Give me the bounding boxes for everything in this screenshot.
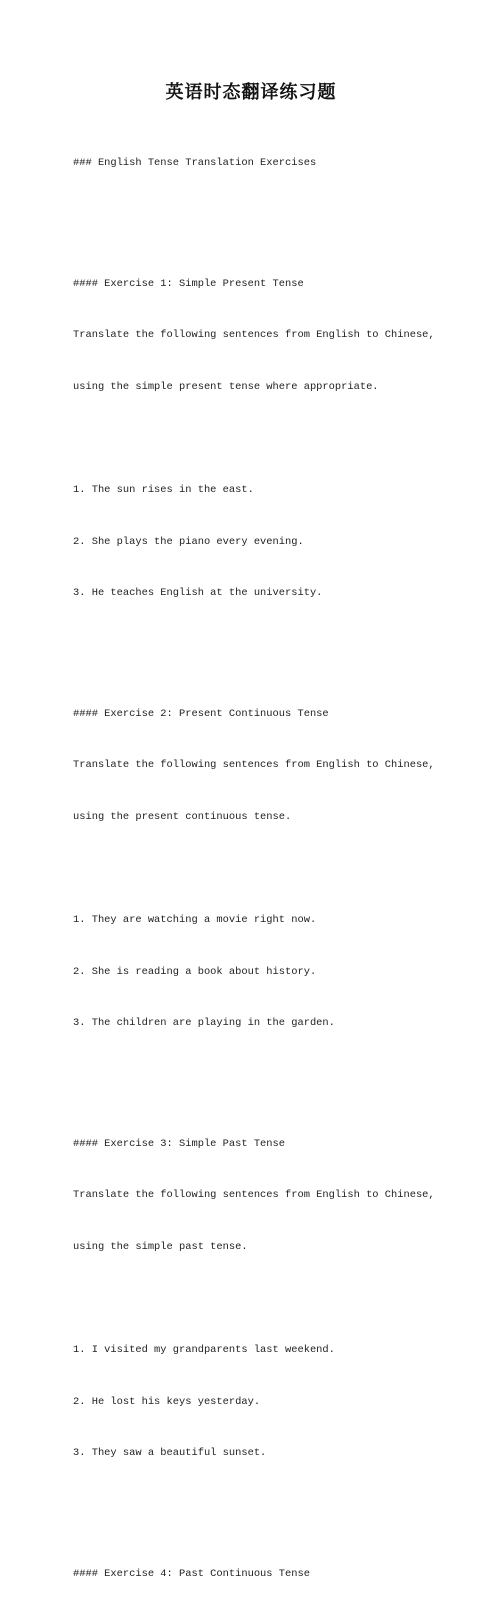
spacer <box>73 1497 413 1514</box>
main-heading: ### English Tense Translation Exercises <box>73 157 317 170</box>
list-item: 2. She plays the piano every evening. <box>73 535 304 548</box>
exercise-3-instruction: Translate the following sentences from English to Chinese, <box>73 1189 435 1202</box>
exercise-3-instruction-cont: using the simple past tense. <box>73 1240 248 1253</box>
list-item: 1. They are watching a movie right now. <box>73 914 317 927</box>
exercise-2-instruction-cont: using the present continuous tense. <box>73 810 292 823</box>
list-item: 2. He lost his keys yesterday. <box>73 1395 261 1408</box>
list-item: 1. The sun rises in the east. <box>73 484 254 497</box>
exercise-3-heading: #### Exercise 3: Simple Past Tense <box>73 1137 286 1150</box>
exercise-1-heading: #### Exercise 1: Simple Present Tense <box>73 277 304 290</box>
list-item: 2. She is reading a book about history. <box>73 965 317 978</box>
spacer <box>73 1290 413 1307</box>
spacer <box>73 207 413 224</box>
spacer <box>73 861 413 878</box>
spacer <box>73 1067 413 1084</box>
exercise-2-instruction: Translate the following sentences from English to Chinese, <box>73 759 435 772</box>
list-item: 1. I visited my grandparents last weekend. <box>73 1344 335 1357</box>
exercise-1-instruction-cont: using the simple present tense where appropriate. <box>73 380 379 393</box>
exercise-1-instruction: Translate the following sentences from English to Chinese, <box>73 329 435 342</box>
list-item: 3. The children are playing in the garden. <box>73 1017 335 1030</box>
exercise-2-heading: #### Exercise 2: Present Continuous Tense <box>73 707 329 720</box>
exercise-4-heading: #### Exercise 4: Past Continuous Tense <box>73 1567 310 1580</box>
list-item: 3. He teaches English at the university. <box>73 587 323 600</box>
list-item: 3. They saw a beautiful sunset. <box>73 1447 267 1460</box>
document-body <box>73 121 435 1617</box>
document-title: 英语时态翻译练习题 <box>165 82 337 103</box>
spacer <box>73 431 413 448</box>
spacer <box>73 637 413 654</box>
